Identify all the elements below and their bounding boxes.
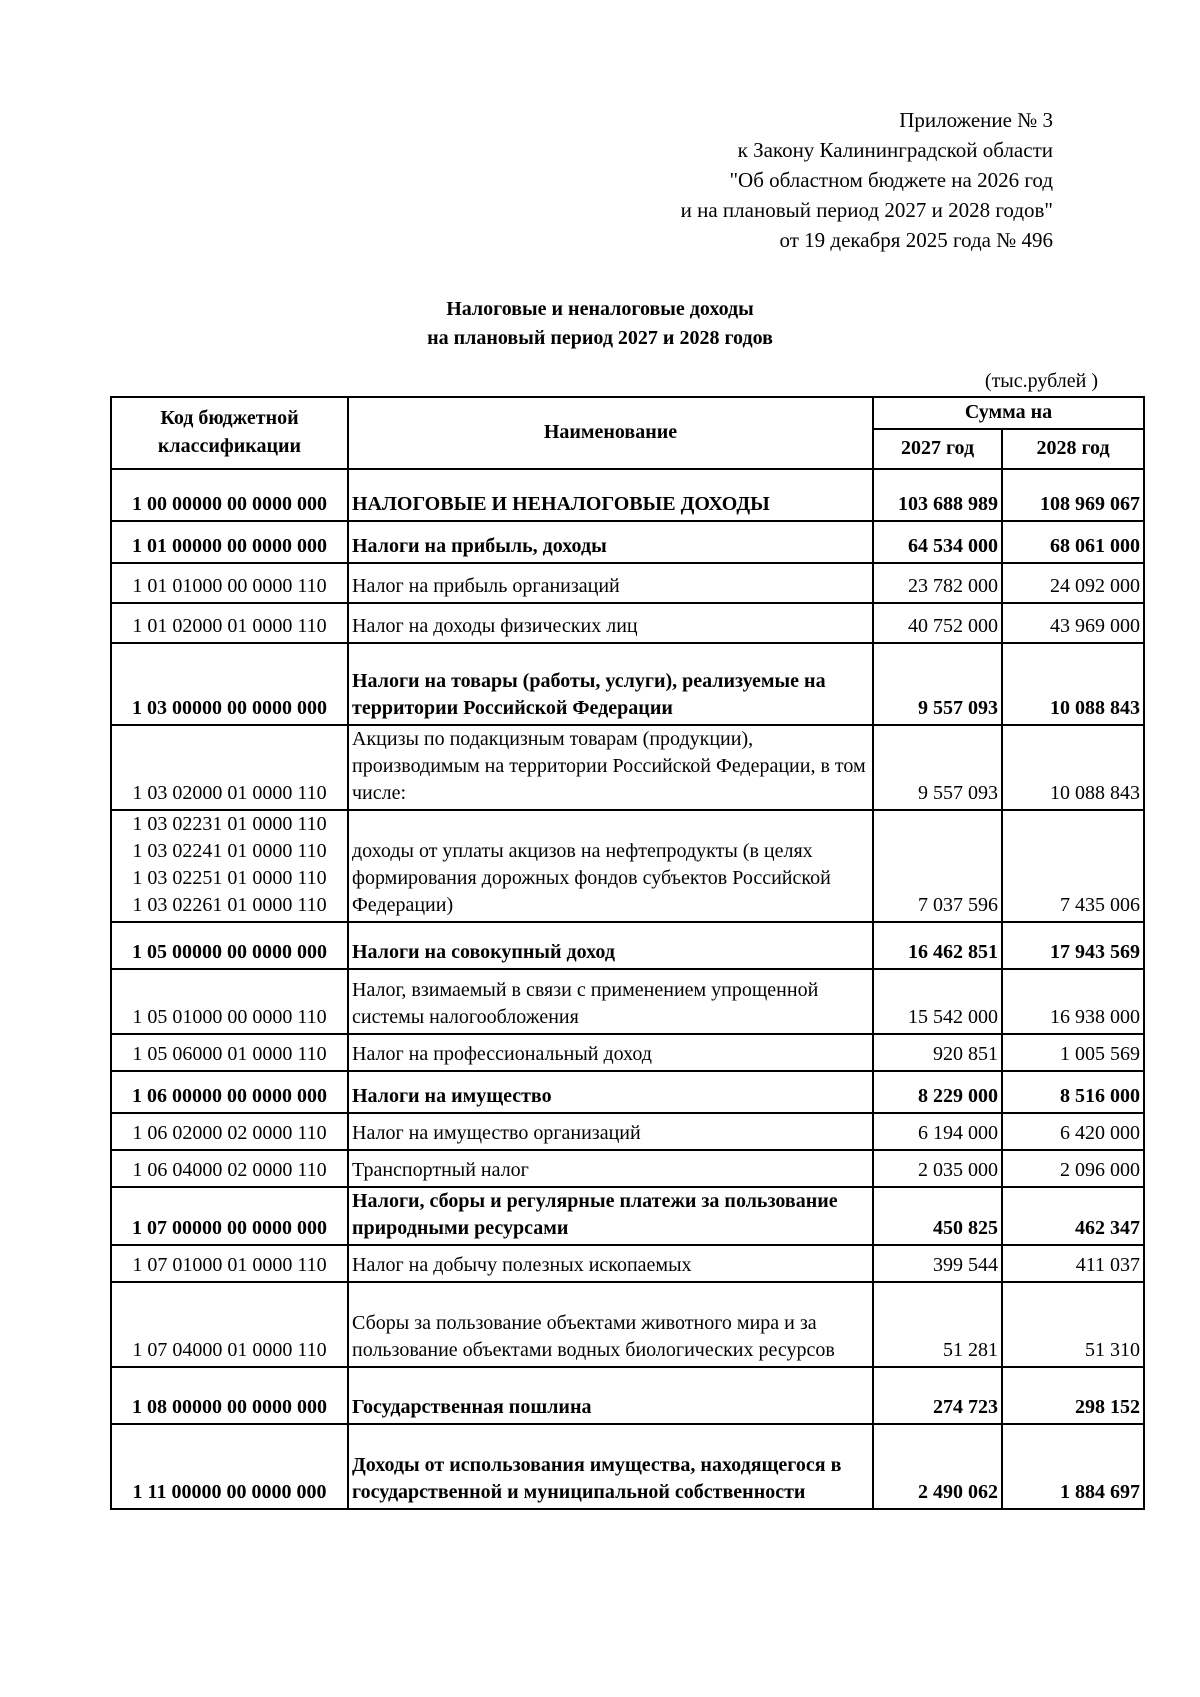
row-code: 1 06 02000 02 0000 110 bbox=[132, 1122, 327, 1144]
row-name: Налоги, сборы и регулярные платежи за пользование природными ресурсами bbox=[348, 1187, 873, 1245]
row-name: Акцизы по подакцизным товарам (продукции), производимым на территории Российской Федерации, в том числе: bbox=[348, 725, 873, 810]
row-value-2028: 6 420 000 bbox=[1002, 1113, 1144, 1150]
row-value-2027: 103 688 989 bbox=[873, 469, 1002, 521]
header-year-2028: 2028 год bbox=[1002, 429, 1144, 469]
row-code-cell bbox=[111, 1424, 348, 1509]
revenue-table bbox=[110, 396, 1145, 1510]
row-code: 1 05 06000 01 0000 110 bbox=[132, 1043, 327, 1065]
table-row bbox=[111, 1071, 1144, 1113]
row-code: 1 05 01000 00 0000 110 bbox=[132, 1006, 327, 1028]
row-name: Государственная пошлина bbox=[348, 1367, 873, 1424]
row-code-cell bbox=[111, 1071, 348, 1113]
row-code-cell bbox=[111, 643, 348, 725]
row-code-cell bbox=[111, 1113, 348, 1150]
table-body bbox=[111, 469, 1144, 1509]
table-row bbox=[111, 1245, 1144, 1282]
row-code-cell bbox=[111, 1245, 348, 1282]
row-code-cell bbox=[111, 1150, 348, 1187]
row-name: Налоги на товары (работы, услуги), реализуемые на территории Российской Федерации bbox=[348, 643, 873, 725]
row-value-2027: 8 229 000 bbox=[873, 1071, 1002, 1113]
row-value-2028: 108 969 067 bbox=[1002, 469, 1144, 521]
row-code: 1 03 02000 01 0000 110 bbox=[132, 782, 327, 804]
row-name: Налог на прибыль организаций bbox=[348, 563, 873, 603]
header-code: Код бюджетной классификации bbox=[111, 397, 348, 469]
table-row bbox=[111, 521, 1144, 563]
row-code: 1 03 02251 01 0000 110 bbox=[132, 867, 327, 889]
row-value-2027: 7 037 596 bbox=[873, 810, 1002, 922]
row-code-cell bbox=[111, 969, 348, 1034]
row-value-2027: 40 752 000 bbox=[873, 603, 1002, 643]
table-row bbox=[111, 1282, 1144, 1367]
row-value-2027: 6 194 000 bbox=[873, 1113, 1002, 1150]
row-value-2027: 274 723 bbox=[873, 1367, 1002, 1424]
row-code: 1 06 00000 00 0000 000 bbox=[132, 1085, 327, 1107]
table-row bbox=[111, 603, 1144, 643]
table-row bbox=[111, 1034, 1144, 1071]
table-row bbox=[111, 469, 1144, 521]
row-code: 1 07 00000 00 0000 000 bbox=[132, 1217, 327, 1239]
row-code: 1 11 00000 00 0000 000 bbox=[132, 1481, 327, 1503]
row-code: 1 06 04000 02 0000 110 bbox=[132, 1159, 327, 1181]
title-line-2: на плановый период 2027 и 2028 годов bbox=[427, 327, 773, 349]
row-code-cell bbox=[111, 1187, 348, 1245]
appendix-number: Приложение № 3 bbox=[899, 108, 1053, 132]
row-name: Налоги на совокупный доход bbox=[348, 922, 873, 969]
row-code-cell bbox=[111, 810, 348, 922]
row-code-cell bbox=[111, 1282, 348, 1367]
row-code: 1 03 00000 00 0000 000 bbox=[132, 697, 327, 719]
row-name: Налоги на прибыль, доходы bbox=[348, 521, 873, 563]
row-value-2027: 2 035 000 bbox=[873, 1150, 1002, 1187]
row-name: доходы от уплаты акцизов на нефтепродукты (в целях формирования дорожных фондов субъектов Российской Федерации) bbox=[348, 810, 873, 922]
row-value-2027: 23 782 000 bbox=[873, 563, 1002, 603]
row-code-cell bbox=[111, 563, 348, 603]
row-code-cell bbox=[111, 469, 348, 521]
row-code: 1 03 02241 01 0000 110 bbox=[132, 840, 327, 862]
row-code: 1 01 01000 00 0000 110 bbox=[132, 575, 327, 597]
row-code-cell bbox=[111, 1367, 348, 1424]
row-value-2028: 24 092 000 bbox=[1002, 563, 1144, 603]
row-value-2027: 9 557 093 bbox=[873, 725, 1002, 810]
row-value-2028: 462 347 bbox=[1002, 1187, 1144, 1245]
table-row bbox=[111, 810, 1144, 922]
row-code: 1 01 00000 00 0000 000 bbox=[132, 535, 327, 557]
row-code: 1 03 02261 01 0000 110 bbox=[132, 894, 327, 916]
row-value-2028: 10 088 843 bbox=[1002, 643, 1144, 725]
row-code: 1 03 02231 01 0000 110 bbox=[132, 813, 327, 835]
row-value-2028: 10 088 843 bbox=[1002, 725, 1144, 810]
row-name: Сборы за пользование объектами животного мира и за пользование объектами водных биологических ресурсов bbox=[348, 1282, 873, 1367]
table-row bbox=[111, 1424, 1144, 1509]
row-value-2027: 9 557 093 bbox=[873, 643, 1002, 725]
row-name: Налоги на имущество bbox=[348, 1071, 873, 1113]
row-name: Налог на имущество организаций bbox=[348, 1113, 873, 1150]
appendix-law: к Закону Калининградской области bbox=[737, 138, 1053, 162]
row-value-2027: 15 542 000 bbox=[873, 969, 1002, 1034]
table-row bbox=[111, 1187, 1144, 1245]
row-value-2027: 450 825 bbox=[873, 1187, 1002, 1245]
row-code: 1 08 00000 00 0000 000 bbox=[132, 1396, 327, 1418]
row-value-2027: 2 490 062 bbox=[873, 1424, 1002, 1509]
title-line-1: Налоговые и неналоговые доходы bbox=[446, 298, 754, 320]
table-row bbox=[111, 643, 1144, 725]
row-code-cell bbox=[111, 725, 348, 810]
row-value-2028: 17 943 569 bbox=[1002, 922, 1144, 969]
row-name: Налог на профессиональный доход bbox=[348, 1034, 873, 1071]
row-value-2028: 43 969 000 bbox=[1002, 603, 1144, 643]
row-code: 1 07 04000 01 0000 110 bbox=[132, 1339, 327, 1361]
row-name: Налог на доходы физических лиц bbox=[348, 603, 873, 643]
row-code: 1 07 01000 01 0000 110 bbox=[132, 1254, 327, 1276]
row-code-cell bbox=[111, 922, 348, 969]
table-row bbox=[111, 1367, 1144, 1424]
row-name: Налог, взимаемый в связи с применением упрощенной системы налогообложения bbox=[348, 969, 873, 1034]
row-code: 1 05 00000 00 0000 000 bbox=[132, 941, 327, 963]
row-value-2028: 51 310 bbox=[1002, 1282, 1144, 1367]
table-row bbox=[111, 563, 1144, 603]
table-row bbox=[111, 1150, 1144, 1187]
row-value-2027: 16 462 851 bbox=[873, 922, 1002, 969]
row-value-2028: 298 152 bbox=[1002, 1367, 1144, 1424]
appendix-header bbox=[681, 105, 1053, 255]
row-name: Транспортный налог bbox=[348, 1150, 873, 1187]
row-value-2028: 7 435 006 bbox=[1002, 810, 1144, 922]
row-value-2027: 399 544 bbox=[873, 1245, 1002, 1282]
appendix-law-title: "Об областном бюджете на 2026 год bbox=[729, 168, 1053, 192]
row-value-2028: 2 096 000 bbox=[1002, 1150, 1144, 1187]
row-value-2028: 1 005 569 bbox=[1002, 1034, 1144, 1071]
row-value-2027: 920 851 bbox=[873, 1034, 1002, 1071]
header-name: Наименование bbox=[348, 397, 873, 469]
table-row bbox=[111, 1113, 1144, 1150]
table-row bbox=[111, 922, 1144, 969]
header-year-2027: 2027 год bbox=[873, 429, 1002, 469]
row-name: Налог на добычу полезных ископаемых bbox=[348, 1245, 873, 1282]
appendix-law-period: и на плановый период 2027 и 2028 годов" bbox=[680, 198, 1053, 222]
row-value-2028: 16 938 000 bbox=[1002, 969, 1144, 1034]
table-row bbox=[111, 725, 1144, 810]
row-code-cell bbox=[111, 521, 348, 563]
row-name: Доходы от использования имущества, находящегося в государственной и муниципальной собственности bbox=[348, 1424, 873, 1509]
header-sum: Сумма на bbox=[873, 397, 1144, 429]
row-code-cell bbox=[111, 1034, 348, 1071]
row-code-cell bbox=[111, 603, 348, 643]
row-value-2028: 8 516 000 bbox=[1002, 1071, 1144, 1113]
row-name: НАЛОГОВЫЕ И НЕНАЛОГОВЫЕ ДОХОДЫ bbox=[348, 469, 873, 521]
unit-label: (тыс.рублей ) bbox=[984, 370, 1098, 392]
appendix-law-date: от 19 декабря 2025 года № 496 bbox=[779, 228, 1053, 252]
row-value-2027: 51 281 bbox=[873, 1282, 1002, 1367]
row-value-2027: 64 534 000 bbox=[873, 521, 1002, 563]
row-value-2028: 1 884 697 bbox=[1002, 1424, 1144, 1509]
document-title bbox=[0, 295, 1200, 353]
row-value-2028: 68 061 000 bbox=[1002, 521, 1144, 563]
table-row bbox=[111, 969, 1144, 1034]
row-code: 1 00 00000 00 0000 000 bbox=[132, 493, 327, 515]
row-value-2028: 411 037 bbox=[1002, 1245, 1144, 1282]
row-code: 1 01 02000 01 0000 110 bbox=[132, 615, 327, 637]
